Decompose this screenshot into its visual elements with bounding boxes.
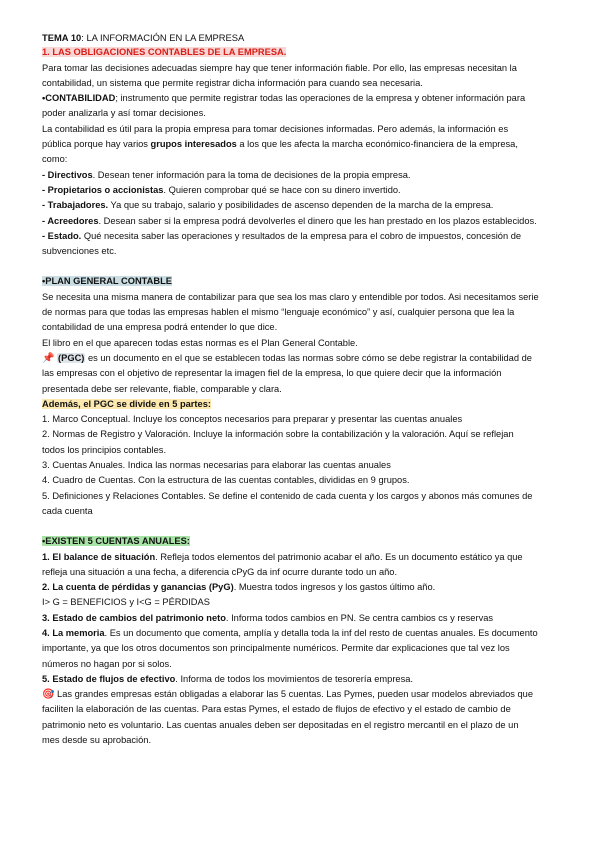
pymes-line2: faciliten la elaboración de las cuentas. Para estas Pymes, el estado de flujos de efectivo y el estado de cambio de xyxy=(42,704,511,715)
pymes-line4: mes desde su aprobación. xyxy=(42,735,152,746)
cuenta-4-cont: importante, ya que los otros documentos son principalmente numéricos. Permite dar explicaciones que tal vez los xyxy=(42,643,510,654)
contabilidad-label: •CONTABILIDAD xyxy=(42,93,116,104)
group-item-cont: subvenciones etc. xyxy=(42,246,117,257)
title-prefix: TEMA 10 xyxy=(42,32,82,43)
pgc-definition-line3: presentada debe ser relevante, fiable, comparable y clara. xyxy=(42,383,282,394)
pgc-definition-line1: 📌 (PGC) es un documento en el que se establecen todas las normas sobre cómo se debe registrar la contabilidad de xyxy=(42,351,572,366)
group-item: - Directivos. Desean tener información para la toma de decisiones de la propia empresa. xyxy=(42,169,411,180)
section1-intro-line2: contabilidad, un sistema que permite registrar dicha información para cuando sea necesaria. xyxy=(42,77,423,88)
section2-heading: •PLAN GENERAL CONTABLE xyxy=(42,276,172,287)
pgc-part: 4. Cuadro de Cuentas. Con la estructura de las cuentas contables, divididas en 9 grupos. xyxy=(42,475,410,486)
pgc-part: cada cuenta xyxy=(42,505,93,516)
pgc-part: 3. Cuentas Anuales. Indica las normas necesarias para elaborar las cuentas anuales xyxy=(42,460,391,471)
pymes-line1: 🎯 Las grandes empresas están obligadas a elaborar las 5 cuentas. Las Pymes, pueden usar modelos abreviados que xyxy=(42,687,572,702)
cuenta-4: 4. La memoria. Es un documento que comenta, amplía y detalla toda la inf del resto de cuentas anuales. Es documento xyxy=(42,627,538,638)
section3-heading: •EXISTEN 5 CUENTAS ANUALES: xyxy=(42,536,190,547)
cuenta-1: 1. El balance de situación. Refleja todos elementos del patrimonio acabar el año. Es un documento estático ya que xyxy=(42,551,523,562)
utility-line2: pública porque hay varios grupos interesados a los que les afecta la marcha económico-financiera de la empresa, xyxy=(42,139,518,150)
cuenta-1-cont: refleja una situación a una fecha, a diferencia cPyG da inf ocurre durante todo un año. xyxy=(42,566,398,577)
grupos-interesados: grupos interesados xyxy=(150,139,237,150)
pgc-para1-line1: Se necesita una misma manera de contabilizar para que sea los mas claro y entendible por todos. Asi necesitamos serie xyxy=(42,291,539,302)
pgc-part: 2. Normas de Registro y Valoración. Incluye la información sobre la contabilización y la valoración. Aquí se reflejan xyxy=(42,429,514,440)
contabilidad-definition: •CONTABILIDAD; instrumento que permite registrar todas las operaciones de la empresa y obtener información para xyxy=(42,93,526,104)
cuenta-2: 2. La cuenta de pérdidas y ganancias (PyG). Muestra todos ingresos y los gastos último año. xyxy=(42,582,436,593)
group-item: - Acreedores. Desean saber si la empresa podrá devolverles el dinero que les han prestado en los plazos establecidos. xyxy=(42,215,537,226)
pgc-para1-line2: de normas para que todas las empresas hablen el mismo “lenguaje económico” y así, cualquier persona que lea la xyxy=(42,307,515,318)
pgc-parts-heading: Además, el PGC se divide en 5 partes: xyxy=(42,398,211,409)
pgc-para1-line3: contabilidad de una empresa podrá entender lo que dice. xyxy=(42,322,278,333)
utility-line3: como: xyxy=(42,154,68,165)
pgc-definition-line2: las empresas con el objetivo de representar la imagen fiel de la empresa, lo que quiere decir que la información xyxy=(42,368,502,379)
cuenta-3: 3. Estado de cambios del patrimonio neto. Informa todos cambios en PN. Se centra cambios cs y reservas xyxy=(42,612,494,623)
title-rest: : LA INFORMACIÓN EN LA EMPRESA xyxy=(81,32,245,43)
pushpin-icon: 📌 xyxy=(42,352,55,364)
document-title xyxy=(42,30,572,45)
cuenta-2-cont: I> G = BENEFICIOS y I<G = PÉRDIDAS xyxy=(42,597,210,608)
section1-heading: 1. LAS OBLIGACIONES CONTABLES DE LA EMPRESA. xyxy=(42,47,287,58)
target-icon: 🎯 xyxy=(42,689,55,701)
group-item: - Trabajadores. Ya que su trabajo, salario y posibilidades de ascenso dependen de la marcha de la empresa. xyxy=(42,200,494,211)
cuenta-4-cont: números no hagan por si solos. xyxy=(42,658,172,669)
section1-intro-line1: Para tomar las decisiones adecuadas siempre hay que tener información fiable. Por ello, las empresas necesitan la xyxy=(42,62,517,73)
pgc-label: (PGC) xyxy=(58,352,85,363)
pymes-line3: patrimonio neto es voluntario. Las cuentas anuales deben ser depositadas en el registro mercantil en el plazo de un xyxy=(42,719,519,730)
group-item: - Propietarios o accionistas. Quieren comprobar qué se hace con su dinero invertido. xyxy=(42,184,401,195)
pgc-part: 5. Definiciones y Relaciones Contables. Se define el contenido de cada cuenta y los cargos y abonos más comunes de xyxy=(42,490,533,501)
pgc-part: todos los principios contables. xyxy=(42,444,167,455)
cuenta-5: 5. Estado de flujos de efectivo. Informa de todos los movimientos de tesorería empresa. xyxy=(42,673,413,684)
document-page xyxy=(42,30,572,748)
utility-line1: La contabilidad es útil para la propia empresa para tomar decisiones informadas. Pero además, la información es xyxy=(42,123,509,134)
group-item: - Estado. Qué necesita saber las operaciones y resultados de la empresa para el cobro de impuestos, concesión de xyxy=(42,230,522,241)
pgc-part: 1. Marco Conceptual. Incluye los conceptos necesarios para preparar y presentar las cuentas anuales xyxy=(42,414,463,425)
contabilidad-definition-cont: poder analizarla y así tomar decisiones. xyxy=(42,108,206,119)
pgc-para2: El libro en el que aparecen todas estas normas es el Plan General Contable. xyxy=(42,337,358,348)
